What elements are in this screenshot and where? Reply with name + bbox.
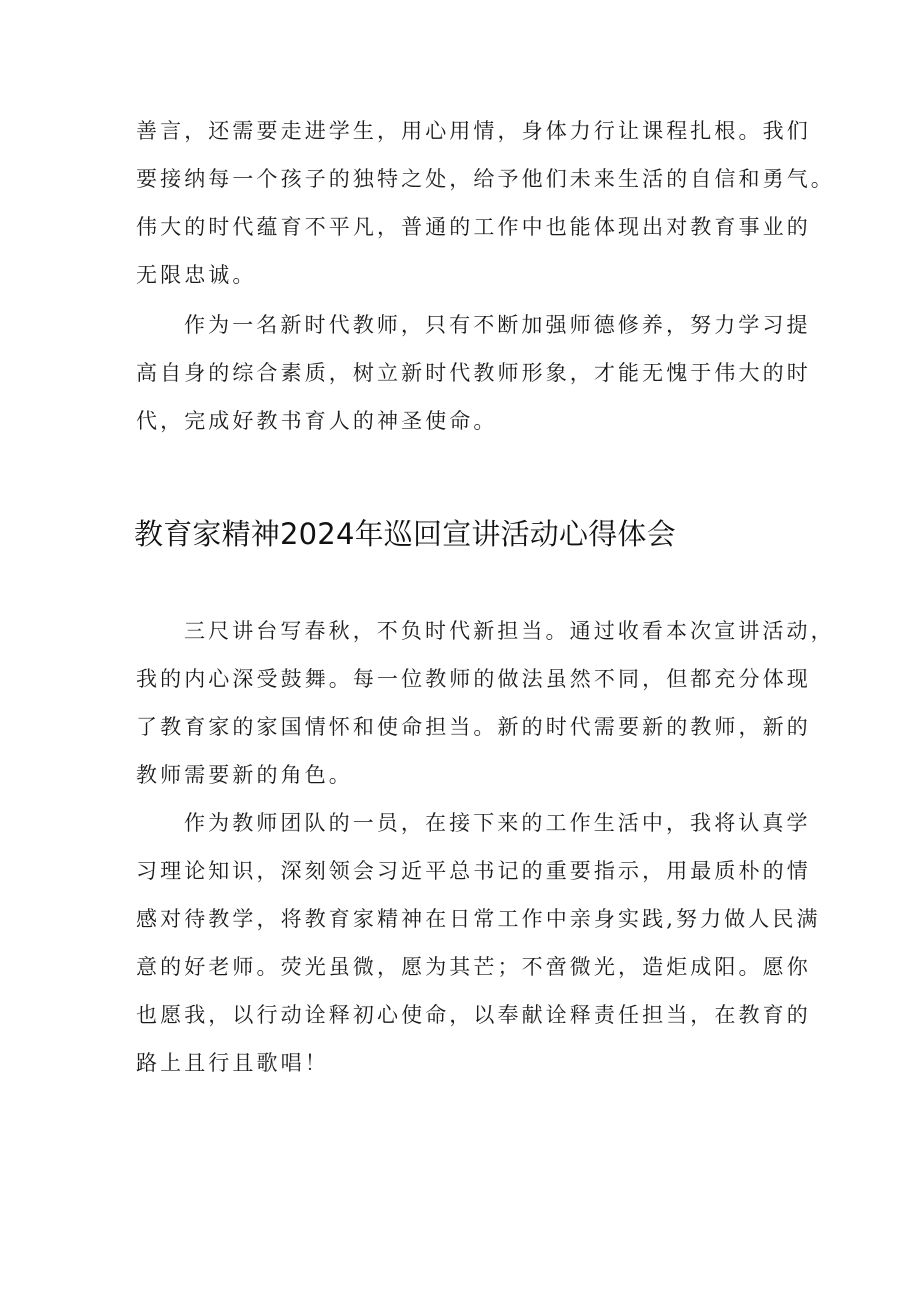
paragraph-line: 伟大的时代蕴育不平凡，普通的工作中也能体现出对教育事业的: [136, 215, 811, 239]
paragraph-line: 了教育家的家国情怀和使命担当。新的时代需要新的教师，新的: [136, 715, 811, 739]
paragraph-line: 三尺讲台写春秋，不负时代新担当。通过收看本次宣讲活动，: [184, 619, 835, 643]
paragraph-line: 作为教师团队的一员，在接下来的工作生活中，我将认真学: [184, 811, 811, 835]
paragraph-line: 作为一名新时代教师，只有不断加强师德修养，努力学习提: [184, 313, 811, 337]
paragraph-line: 高自身的综合素质，树立新时代教师形象，才能无愧于伟大的时: [136, 361, 811, 385]
paragraph-line: 无限忠诚。: [136, 263, 257, 287]
paragraph-line: 也愿我，以行动诠释初心使命，以奉献诠释责任担当，在教育的: [136, 1003, 811, 1027]
paragraph-line: 要接纳每一个孩子的独特之处，给予他们未来生活的自信和勇气。: [136, 167, 835, 191]
paragraph-line: 善言，还需要走进学生，用心用情，身体力行让课程扎根。我们: [136, 119, 811, 143]
paragraph-line: 代，完成好教书育人的神圣使命。: [136, 409, 498, 433]
paragraph-line: 意的好老师。荧光虽微，愿为其芒；不啻微光，造炬成阳。愿你: [136, 955, 811, 979]
paragraph-line: 感对待教学，将教育家精神在日常工作中亲身实践,努力做人民满: [136, 907, 821, 931]
paragraph-line: 我的内心深受鼓舞。每一位教师的做法虽然不同，但都充分体现: [136, 667, 811, 691]
section-heading: 教育家精神2024年巡回宣讲活动心得体会: [134, 517, 676, 551]
paragraph-line: 路上且行且歌唱！: [136, 1051, 329, 1075]
paragraph-line: 教师需要新的角色。: [136, 763, 353, 787]
paragraph-line: 习理论知识，深刻领会习近平总书记的重要指示，用最质朴的情: [136, 859, 811, 883]
